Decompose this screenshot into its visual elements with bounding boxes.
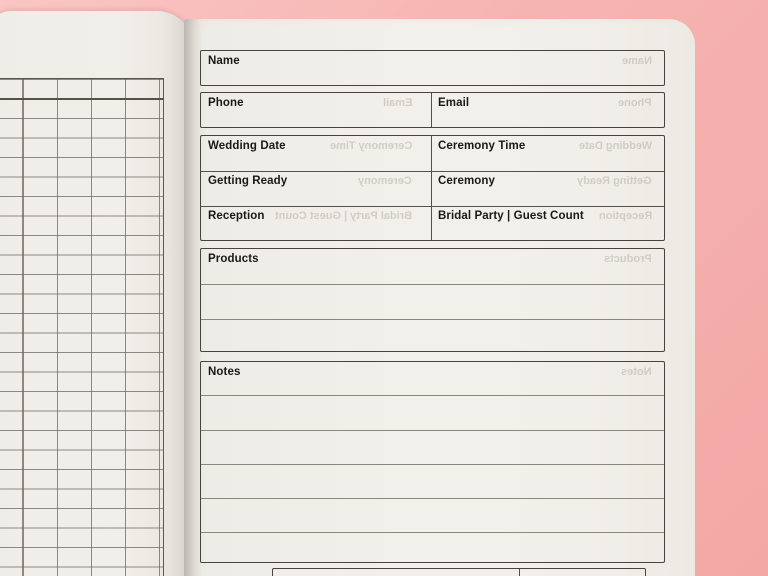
writing-line [201,319,664,320]
wedding-client-form [200,19,665,576]
grid-paper [0,78,164,576]
notes-field-box [200,361,665,563]
bleedthrough-name: Name [622,55,652,67]
bleedthrough-notes: Notes [621,366,652,378]
writing-line [201,395,664,396]
products-field-box [200,248,665,352]
writing-line [201,430,664,431]
contact-field-box [200,92,665,128]
right-page [184,19,695,576]
row-divider [201,171,664,172]
left-page [0,11,193,576]
wedding-date-label: Wedding Date [208,140,286,152]
phone-label: Phone [208,97,244,109]
notes-label: Notes [208,366,241,378]
bridal-party-guest-count-label: Bridal Party | Guest Count [438,210,584,222]
column-divider [431,93,432,127]
bleedthrough-wedding-date: Wedding Date [578,140,652,152]
bleedthrough-ceremony-time: Ceremony Time [329,140,412,152]
ceremony-time-label: Ceremony Time [438,140,526,152]
writing-line [201,532,664,533]
email-label: Email [438,97,470,109]
writing-line [201,284,664,285]
name-label: Name [208,55,240,67]
products-label: Products [208,253,259,265]
bleedthrough-ceremony: Ceremony [358,175,412,187]
bleedthrough-reception: Reception [598,210,652,222]
bleedthrough-bridal-party: Bridal Party | Guest Count [275,210,412,222]
getting-ready-label: Getting Ready [208,175,288,187]
next-section-box [272,568,646,576]
row-divider [201,206,664,207]
column-divider [519,569,520,576]
bleedthrough-products: Products [604,253,652,265]
schedule-field-box [200,135,665,241]
column-divider [431,136,432,240]
bleedthrough-getting-ready: Getting Ready [577,175,652,187]
bleedthrough-email: Email [382,97,412,109]
ceremony-label: Ceremony [438,175,496,187]
writing-line [201,464,664,465]
name-field-box [200,50,665,86]
bleedthrough-phone: Phone [618,97,652,109]
writing-line [201,498,664,499]
reception-label: Reception [208,210,265,222]
